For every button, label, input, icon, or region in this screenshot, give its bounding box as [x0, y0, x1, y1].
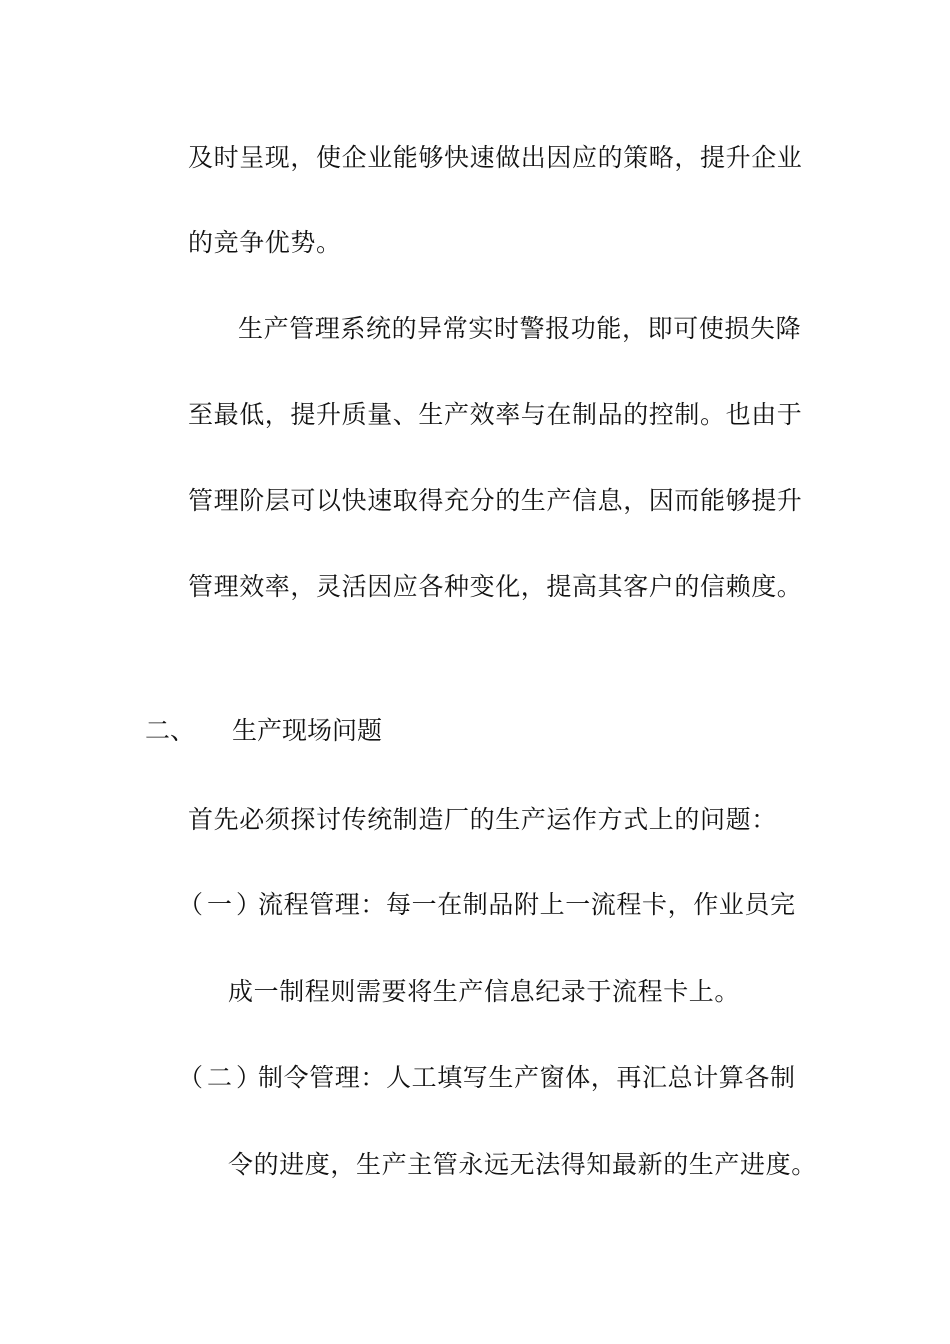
paragraph-1-line-2: 的竞争优势。	[188, 228, 342, 257]
intro-line: 首先必须探讨传统制造厂的生产运作方式上的问题：	[188, 805, 777, 834]
paragraph-1-line-1: 及时呈现，使企业能够快速做出因应的策略，提升企业	[188, 143, 803, 172]
section-number: 二、	[145, 716, 196, 745]
list-item-2-line-1: 制令管理：人工填写生产窗体，再汇总计算各制	[258, 1063, 796, 1092]
paragraph-2-line-3: 管理阶层可以快速取得充分的生产信息，因而能够提升	[188, 486, 803, 515]
paragraph-2-line-1: 生产管理系统的异常实时警报功能，即可使损失降	[238, 314, 802, 343]
list-item-1-line-1: 流程管理：每一在制品附上一流程卡，作业员完	[258, 890, 796, 919]
list-item-marker: （一）	[178, 890, 266, 919]
list-item-2-line-2: 令的进度，生产主管永远无法得知最新的生产进度。	[228, 1150, 817, 1179]
list-item-1-line-2: 成一制程则需要将生产信息纪录于流程卡上。	[228, 977, 741, 1006]
paragraph-2-line-4: 管理效率，灵活因应各种变化，提高其客户的信赖度。	[188, 572, 803, 601]
list-item-marker: （二）	[178, 1063, 266, 1092]
section-title: 生产现场问题	[232, 716, 383, 745]
paragraph-2-line-2: 至最低，提升质量、生产效率与在制品的控制。也由于	[188, 400, 803, 429]
